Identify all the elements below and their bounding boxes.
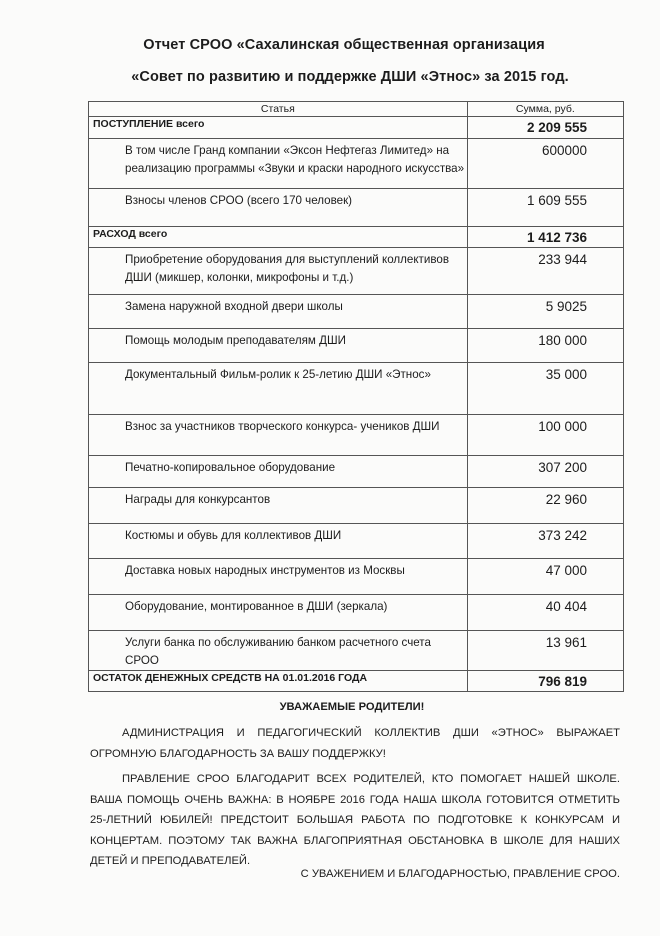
item-label: Взнос за участников творческого конкурса- учеников ДШИ bbox=[89, 415, 468, 456]
expense-total-row bbox=[89, 227, 624, 248]
balance-amount: 796 819 bbox=[467, 671, 623, 692]
item-amount: 5 9025 bbox=[467, 295, 623, 329]
table-row bbox=[89, 329, 624, 363]
item-amount: 35 000 bbox=[467, 363, 623, 415]
table-row bbox=[89, 248, 624, 295]
letter-signature: С УВАЖЕНИЕМ И БЛАГОДАРНОСТЬЮ, ПРАВЛЕНИЕ СРОО. bbox=[300, 868, 620, 880]
table-row bbox=[89, 139, 624, 189]
item-amount: 40 404 bbox=[467, 595, 623, 631]
item-label: Костюмы и обувь для коллективов ДШИ bbox=[89, 524, 468, 559]
item-amount: 373 242 bbox=[467, 524, 623, 559]
item-label: Приобретение оборудования для выступлений коллективов ДШИ (микшер, колонки, микрофоны и т.д.) bbox=[89, 248, 468, 295]
item-label: Оборудование, монтированное в ДШИ (зеркала) bbox=[89, 595, 468, 631]
table-row bbox=[89, 524, 624, 559]
table-row bbox=[89, 415, 624, 456]
balance-row bbox=[89, 671, 624, 692]
item-label: Услуги банка по обслуживанию банком расчетного счета СРОО bbox=[89, 631, 468, 671]
item-label: Помощь молодым преподавателям ДШИ bbox=[89, 329, 468, 363]
item-label: Печатно-копировальное оборудование bbox=[89, 456, 468, 488]
item-amount: 180 000 bbox=[467, 329, 623, 363]
item-label: Документальный Фильм-ролик к 25-летию ДШИ «Этнос» bbox=[89, 363, 468, 415]
item-amount: 600000 bbox=[467, 139, 623, 189]
letter-greeting: УВАЖАЕМЫЕ РОДИТЕЛИ! bbox=[279, 701, 425, 713]
table-row bbox=[89, 189, 624, 227]
item-amount: 100 000 bbox=[467, 415, 623, 456]
financial-report-table bbox=[88, 101, 624, 692]
item-label: Взносы членов СРОО (всего 170 человек) bbox=[89, 189, 468, 227]
item-amount: 13 961 bbox=[467, 631, 623, 671]
table-row bbox=[89, 631, 624, 671]
item-amount: 1 609 555 bbox=[467, 189, 623, 227]
letter-paragraph-2: ПРАВЛЕНИЕ СРОО БЛАГОДАРИТ ВСЕХ РОДИТЕЛЕЙ, КТО ПОМОГАЕТ НАШЕЙ ШКОЛЕ. ВАША ПОМОЩЬ ОЧЕНЬ ВАЖНА: В НОЯБРЕ 2016 ГОДА НАША ШКОЛА ГОТОВИТСЯ ОТМЕТИТЬ 25-ЛЕТНИЙ ЮБИЛЕЙ! ПРЕДСТОИТ БОЛЬШАЯ РАБОТА ПО ПОДГОТОВКЕ К КОНКУРСАМ И КОНЦЕРТАМ. ПОЭТОМУ ТАК ВАЖНА БЛАГОПРИЯТНАЯ ОБСТАНОВКА В ШКОЛЕ ДЛЯ НАШИХ ДЕТЕЙ И ПРЕПОДАВАТЕЛЕЙ. bbox=[90, 773, 620, 867]
table-header-row bbox=[89, 102, 624, 117]
item-label: Награды для конкурсантов bbox=[89, 488, 468, 524]
column-header-amount: Сумма, руб. bbox=[467, 102, 623, 117]
item-amount: 307 200 bbox=[467, 456, 623, 488]
income-total-amount: 2 209 555 bbox=[467, 117, 623, 139]
table-row bbox=[89, 295, 624, 329]
table-row bbox=[89, 595, 624, 631]
column-header-article: Статья bbox=[89, 102, 468, 117]
item-label: Доставка новых народных инструментов из Москвы bbox=[89, 559, 468, 595]
table-row bbox=[89, 456, 624, 488]
item-label: В том числе Гранд компании «Эксон Нефтегаз Лимитед» на реализацию программы «Звуки и краски народного искусства» bbox=[89, 139, 468, 189]
report-title-line-2: «Совет по развитию и поддержке ДШИ «Этнос» за 2015 год. bbox=[131, 69, 569, 85]
item-amount: 22 960 bbox=[467, 488, 623, 524]
item-amount: 233 944 bbox=[467, 248, 623, 295]
income-total-label: ПОСТУПЛЕНИЕ всего bbox=[89, 117, 468, 139]
expense-total-label: РАСХОД всего bbox=[89, 227, 468, 248]
expense-total-amount: 1 412 736 bbox=[467, 227, 623, 248]
report-title-line-1: Отчет СРОО «Сахалинская общественная организация bbox=[143, 37, 545, 53]
table-row bbox=[89, 488, 624, 524]
balance-label: ОСТАТОК ДЕНЕЖНЫХ СРЕДСТВ НА 01.01.2016 ГОДА bbox=[89, 671, 468, 692]
item-amount: 47 000 bbox=[467, 559, 623, 595]
letter-paragraph-1: АДМИНИСТРАЦИЯ И ПЕДАГОГИЧЕСКИЙ КОЛЛЕКТИВ ДШИ «ЭТНОС» ВЫРАЖАЕТ ОГРОМНУЮ БЛАГОДАРНОСТЬ ЗА ВАШУ ПОДДЕРЖКУ! bbox=[90, 727, 620, 760]
table-row bbox=[89, 559, 624, 595]
item-label: Замена наружной входной двери школы bbox=[89, 295, 468, 329]
income-total-row bbox=[89, 117, 624, 139]
table-row bbox=[89, 363, 624, 415]
